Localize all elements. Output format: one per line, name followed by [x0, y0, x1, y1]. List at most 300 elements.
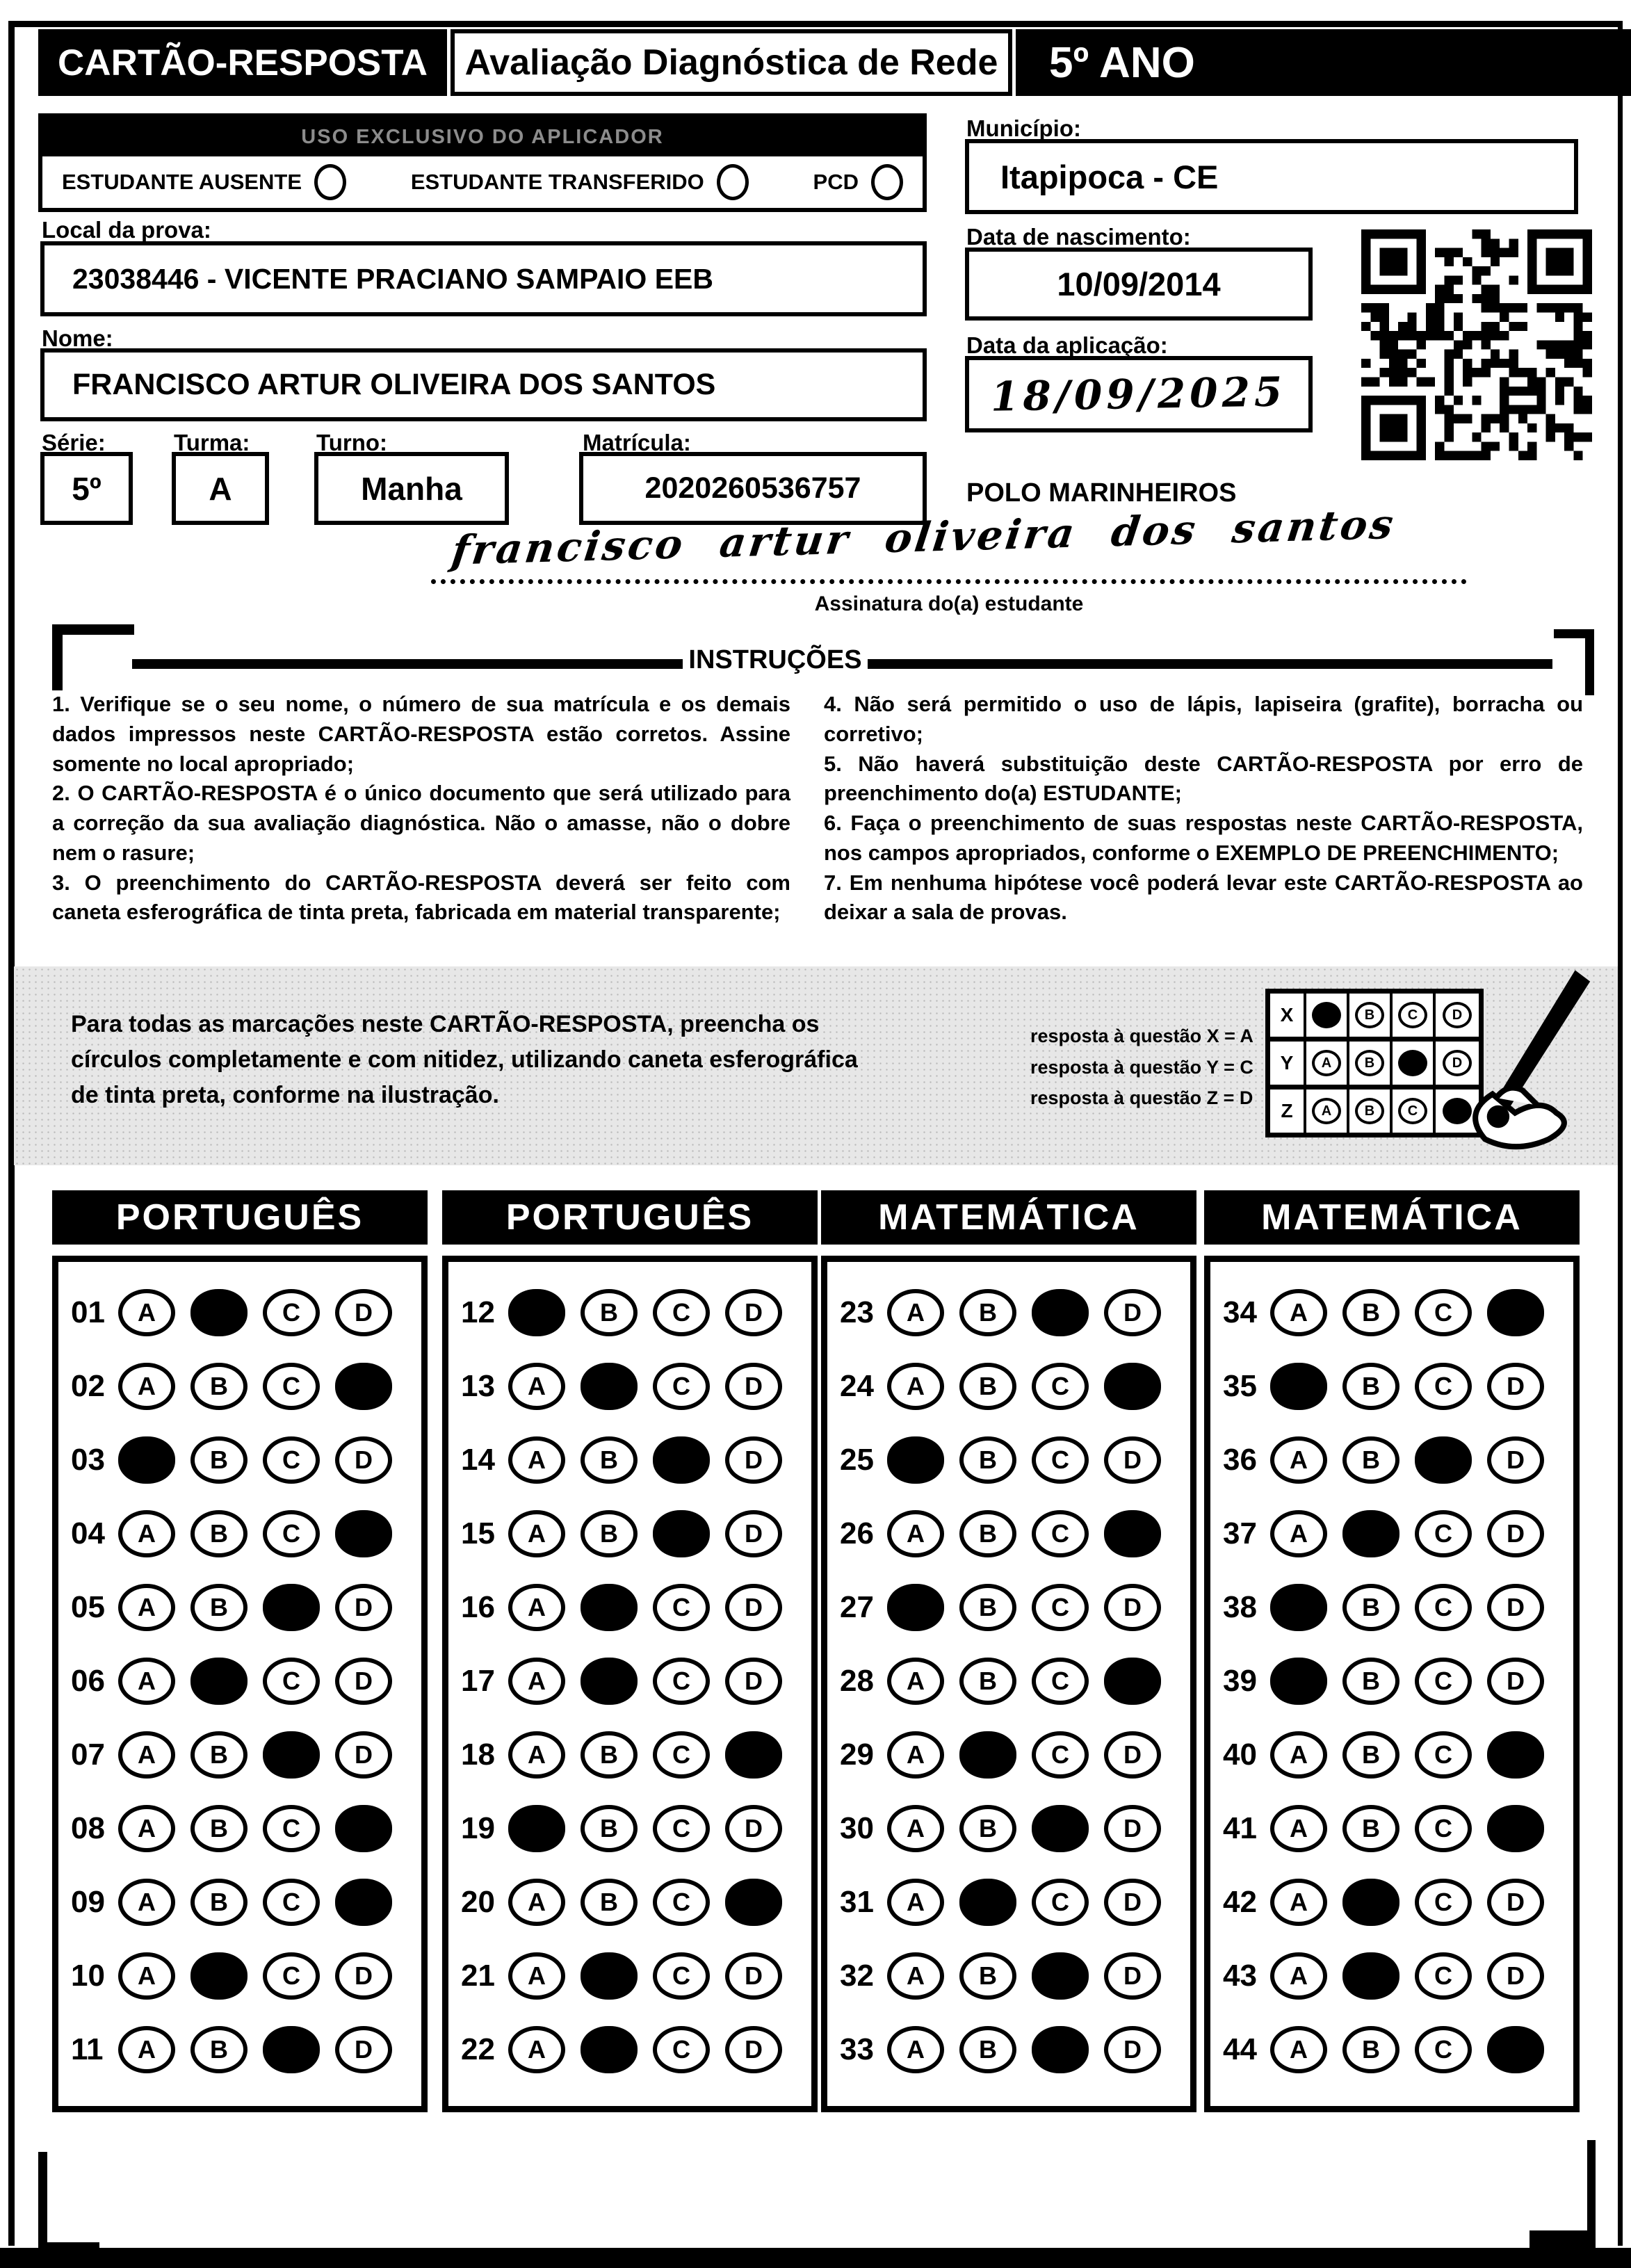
answer-bubble-06-B[interactable]: B: [190, 1658, 248, 1705]
answer-bubble-42-B[interactable]: B: [1342, 1879, 1399, 1926]
answer-bubble-27-C[interactable]: C: [1032, 1584, 1089, 1631]
answer-bubble-05-C[interactable]: C: [263, 1584, 320, 1631]
answer-bubble-16-C[interactable]: C: [653, 1584, 710, 1631]
answer-bubble-17-A[interactable]: A: [508, 1658, 565, 1705]
answer-bubble-25-D[interactable]: D: [1104, 1436, 1161, 1484]
answer-bubble-19-D[interactable]: D: [725, 1805, 782, 1852]
answer-bubble-24-D[interactable]: D: [1104, 1363, 1161, 1410]
answer-bubble-07-D[interactable]: D: [335, 1731, 392, 1779]
answer-bubble-44-C[interactable]: C: [1415, 2026, 1472, 2073]
answer-bubble-24-B[interactable]: B: [959, 1363, 1016, 1410]
option-estudante-ausente: [62, 164, 346, 200]
answer-bubble-14-A[interactable]: A: [508, 1436, 565, 1484]
answer-bubble-41-A[interactable]: A: [1270, 1805, 1327, 1852]
qr-code: [1361, 229, 1592, 460]
grade-label: 5º ANO: [1049, 38, 1195, 87]
serie-label: Série:: [42, 430, 106, 455]
answer-bubble-44-B[interactable]: B: [1342, 2026, 1399, 2073]
answer-bubble-29-C[interactable]: C: [1032, 1731, 1089, 1779]
example-row-label: Z: [1270, 1090, 1306, 1133]
answer-bubble-18-D[interactable]: D: [725, 1731, 782, 1779]
answer-bubble-26-C[interactable]: C: [1032, 1510, 1089, 1557]
answer-bubble-42-A[interactable]: A: [1270, 1879, 1327, 1926]
question-row-38: [1223, 1571, 1573, 1644]
local-label: Local da prova:: [42, 217, 211, 243]
answer-bubble-11-D[interactable]: D: [335, 2026, 392, 2073]
example-cell: [1306, 994, 1349, 1037]
answer-bubble-37-C[interactable]: C: [1415, 1510, 1472, 1557]
example-bubble-Z-B: B: [1355, 1098, 1384, 1124]
question-number: 29: [840, 1738, 874, 1772]
local-value: 23038446 - VICENTE PRACIANO SAMPAIO EEB: [72, 262, 713, 295]
frame-top: [8, 21, 1623, 27]
answer-bubble-18-C[interactable]: C: [653, 1731, 710, 1779]
answer-bubble-21-C[interactable]: C: [653, 1952, 710, 2000]
section-grid: [52, 1256, 428, 2112]
answer-bubble-29-B[interactable]: B: [959, 1731, 1016, 1779]
question-number: 37: [1223, 1516, 1257, 1550]
answer-bubble-06-A[interactable]: A: [118, 1658, 175, 1705]
answers-region: [0, 1190, 1631, 2115]
answer-bubble-32-D[interactable]: D: [1104, 1952, 1161, 2000]
answer-bubble-09-D[interactable]: D: [335, 1879, 392, 1926]
question-number: 09: [71, 1885, 105, 1919]
answer-bubble-27-A[interactable]: A: [887, 1584, 944, 1631]
answer-bubble-16-D[interactable]: D: [725, 1584, 782, 1631]
question-row-17: [461, 1644, 811, 1718]
answer-bubble-10-A[interactable]: A: [118, 1952, 175, 2000]
answer-bubble-27-B[interactable]: B: [959, 1584, 1016, 1631]
answer-bubble-32-C[interactable]: C: [1032, 1952, 1089, 2000]
question-number: 44: [1223, 2032, 1257, 2066]
answer-bubble-08-C[interactable]: C: [263, 1805, 320, 1852]
answer-bubble-04-D[interactable]: D: [335, 1510, 392, 1557]
crop-mark-bottom-right-h: [1529, 2230, 1596, 2255]
answer-bubble-05-A[interactable]: A: [118, 1584, 175, 1631]
question-row-39: [1223, 1644, 1573, 1718]
answer-bubble-01-A[interactable]: A: [118, 1289, 175, 1336]
answer-bubble-02-C[interactable]: C: [263, 1363, 320, 1410]
answer-bubble-24-A[interactable]: A: [887, 1363, 944, 1410]
answer-bubble-12-A[interactable]: A: [508, 1289, 565, 1336]
answer-bubble-23-C[interactable]: C: [1032, 1289, 1089, 1336]
question-row-43: [1223, 1939, 1573, 2013]
question-number: 23: [840, 1295, 874, 1329]
local-value-box: [40, 241, 927, 316]
answer-bubble-18-B[interactable]: B: [581, 1731, 638, 1779]
answer-bubble-43-C[interactable]: C: [1415, 1952, 1472, 2000]
answer-bubble-31-B[interactable]: B: [959, 1879, 1016, 1926]
question-row-26: [840, 1497, 1190, 1571]
answer-bubble-15-D[interactable]: D: [725, 1510, 782, 1557]
answer-bubble-43-A[interactable]: A: [1270, 1952, 1327, 2000]
answer-bubble-20-B[interactable]: B: [581, 1879, 638, 1926]
answer-bubble-39-C[interactable]: C: [1415, 1658, 1472, 1705]
answer-bubble-37-A[interactable]: A: [1270, 1510, 1327, 1557]
answer-bubble-37-B[interactable]: B: [1342, 1510, 1399, 1557]
serie-value-box: [40, 452, 133, 525]
answer-bubble-32-B[interactable]: B: [959, 1952, 1016, 2000]
answer-bubble-10-B[interactable]: B: [190, 1952, 248, 2000]
municipio-value: Itapipoca - CE: [1000, 158, 1219, 195]
answer-bubble-35-D[interactable]: D: [1487, 1363, 1544, 1410]
question-row-32: [840, 1939, 1190, 2013]
answer-bubble-12-C[interactable]: C: [653, 1289, 710, 1336]
answer-bubble-25-B[interactable]: B: [959, 1436, 1016, 1484]
answer-bubble-36-C[interactable]: C: [1415, 1436, 1472, 1484]
answer-bubble-10-D[interactable]: D: [335, 1952, 392, 2000]
answer-bubble-42-C[interactable]: C: [1415, 1879, 1472, 1926]
example-bubble-Y-A: A: [1312, 1050, 1341, 1076]
answer-bubble-38-D[interactable]: D: [1487, 1584, 1544, 1631]
answer-bubble-09-B[interactable]: B: [190, 1879, 248, 1926]
answer-bubble-28-C[interactable]: C: [1032, 1658, 1089, 1705]
example-row-label: Y: [1270, 1042, 1306, 1085]
answer-bubble-18-A[interactable]: A: [508, 1731, 565, 1779]
question-row-14: [461, 1423, 811, 1497]
answer-bubble-43-B[interactable]: B: [1342, 1952, 1399, 2000]
answer-bubble-25-A[interactable]: A: [887, 1436, 944, 1484]
option-label: ESTUDANTE AUSENTE: [62, 170, 302, 194]
answer-bubble-35-B[interactable]: B: [1342, 1363, 1399, 1410]
answer-bubble-16-B[interactable]: B: [581, 1584, 638, 1631]
answer-bubble-44-D[interactable]: D: [1487, 2026, 1544, 2073]
answer-bubble-21-D[interactable]: D: [725, 1952, 782, 2000]
answer-bubble-14-C[interactable]: C: [653, 1436, 710, 1484]
instruction-item: 4. Não será permitido o uso de lápis, lapiseira (grafite), borracha ou corretivo;: [824, 692, 1583, 746]
answer-bubble-17-C[interactable]: C: [653, 1658, 710, 1705]
pcd-circle[interactable]: [871, 164, 903, 200]
answer-bubble-02-A[interactable]: A: [118, 1363, 175, 1410]
instruction-item: 7. Em nenhuma hipótese você poderá levar este CARTÃO-RESPOSTA ao deixar a sala de provas.: [824, 870, 1583, 925]
example-cell: [1349, 1042, 1393, 1085]
answer-bubble-20-D[interactable]: D: [725, 1879, 782, 1926]
answer-bubble-13-D[interactable]: D: [725, 1363, 782, 1410]
question-row-33: [840, 2013, 1190, 2087]
question-row-36: [1223, 1423, 1573, 1497]
answer-bubble-04-A[interactable]: A: [118, 1510, 175, 1557]
answer-bubble-41-C[interactable]: C: [1415, 1805, 1472, 1852]
answer-bubble-28-D[interactable]: D: [1104, 1658, 1161, 1705]
nome-value-box: [40, 348, 927, 421]
answer-bubble-20-A[interactable]: A: [508, 1879, 565, 1926]
answer-bubble-29-A[interactable]: A: [887, 1731, 944, 1779]
answer-bubble-07-B[interactable]: B: [190, 1731, 248, 1779]
answer-section-4: [1204, 1190, 1580, 2112]
answer-bubble-38-A[interactable]: A: [1270, 1584, 1327, 1631]
answer-bubble-03-C[interactable]: C: [263, 1436, 320, 1484]
answer-bubble-41-B[interactable]: B: [1342, 1805, 1399, 1852]
answer-bubble-11-A[interactable]: A: [118, 2026, 175, 2073]
question-number: 42: [1223, 1885, 1257, 1919]
question-number: 11: [71, 2032, 104, 2066]
legend-line-z: resposta à questão Z = D: [1030, 1087, 1253, 1109]
answer-bubble-03-A[interactable]: A: [118, 1436, 175, 1484]
answer-bubble-14-B[interactable]: B: [581, 1436, 638, 1484]
question-row-15: [461, 1497, 811, 1571]
question-number: 19: [461, 1811, 495, 1845]
question-row-28: [840, 1644, 1190, 1718]
answer-bubble-34-A[interactable]: A: [1270, 1289, 1327, 1336]
example-bubble-X-C: C: [1398, 1002, 1427, 1028]
question-number: 06: [71, 1664, 105, 1698]
example-legend: [1030, 1021, 1253, 1114]
estudante-ausente-circle[interactable]: [314, 164, 346, 200]
turno-value: Manha: [361, 470, 462, 507]
answer-bubble-32-A[interactable]: A: [887, 1952, 944, 2000]
answer-bubble-39-D[interactable]: D: [1487, 1658, 1544, 1705]
answer-section-3: [821, 1190, 1196, 2112]
instruction-item: 3. O preenchimento do CARTÃO-RESPOSTA deverá ser feito com caneta esferográfica de tinta preta, fabricada em material transparente;: [52, 870, 790, 925]
matricula-label: Matrícula:: [583, 430, 691, 455]
answer-bubble-19-B[interactable]: B: [581, 1805, 638, 1852]
crop-mark-top-left-h: [52, 624, 134, 635]
polo-label: POLO MARINHEIROS: [966, 478, 1237, 508]
question-row-30: [840, 1792, 1190, 1865]
question-row-22: [461, 2013, 811, 2087]
answer-bubble-14-D[interactable]: D: [725, 1436, 782, 1484]
answer-bubble-07-A[interactable]: A: [118, 1731, 175, 1779]
turno-label: Turno:: [316, 430, 388, 455]
answer-bubble-10-C[interactable]: C: [263, 1952, 320, 2000]
question-row-40: [1223, 1718, 1573, 1792]
answer-bubble-37-D[interactable]: D: [1487, 1510, 1544, 1557]
answer-bubble-39-A[interactable]: A: [1270, 1658, 1327, 1705]
answer-bubble-33-D[interactable]: D: [1104, 2026, 1161, 2073]
answer-bubble-40-B[interactable]: B: [1342, 1731, 1399, 1779]
student-signature-handwriting: francisco artur oliveira dos santos: [448, 500, 1399, 574]
answer-bubble-31-D[interactable]: D: [1104, 1879, 1161, 1926]
answer-section-2: [442, 1190, 818, 2112]
answer-bubble-26-A[interactable]: A: [887, 1510, 944, 1557]
answer-bubble-01-D[interactable]: D: [335, 1289, 392, 1336]
answer-bubble-20-C[interactable]: C: [653, 1879, 710, 1926]
question-number: 38: [1223, 1590, 1257, 1624]
answer-bubble-22-B[interactable]: B: [581, 2026, 638, 2073]
example-bubble-Y-B: B: [1355, 1050, 1384, 1076]
answer-bubble-34-D[interactable]: D: [1487, 1289, 1544, 1336]
answer-bubble-38-C[interactable]: C: [1415, 1584, 1472, 1631]
aplicacao-label: Data da aplicação:: [966, 332, 1168, 358]
answer-bubble-01-B[interactable]: B: [190, 1289, 248, 1336]
answer-bubble-13-A[interactable]: A: [508, 1363, 565, 1410]
municipio-value-box: [965, 139, 1578, 214]
grade-box: [1016, 29, 1631, 96]
question-number: 15: [461, 1516, 495, 1550]
instruction-item: 5. Não haverá substituição deste CARTÃO-RESPOSTA por erro de preenchimento do(a) ESTUDANTE;: [824, 751, 1583, 806]
question-number: 24: [840, 1369, 874, 1403]
answer-bubble-05-B[interactable]: B: [190, 1584, 248, 1631]
answer-bubble-23-A[interactable]: A: [887, 1289, 944, 1336]
answer-bubble-28-A[interactable]: A: [887, 1658, 944, 1705]
answer-bubble-30-D[interactable]: D: [1104, 1805, 1161, 1852]
question-row-04: [71, 1497, 421, 1571]
answer-bubble-24-C[interactable]: C: [1032, 1363, 1089, 1410]
answer-bubble-09-C[interactable]: C: [263, 1879, 320, 1926]
answer-bubble-19-C[interactable]: C: [653, 1805, 710, 1852]
answer-bubble-39-B[interactable]: B: [1342, 1658, 1399, 1705]
answer-bubble-13-C[interactable]: C: [653, 1363, 710, 1410]
section-grid: [1204, 1256, 1580, 2112]
answer-bubble-15-B[interactable]: B: [581, 1510, 638, 1557]
answer-bubble-42-D[interactable]: D: [1487, 1879, 1544, 1926]
question-row-11: [71, 2013, 421, 2087]
question-number: 31: [840, 1885, 874, 1919]
example-bubble-Z-C: C: [1398, 1098, 1427, 1124]
answer-bubble-03-D[interactable]: D: [335, 1436, 392, 1484]
answer-bubble-36-B[interactable]: B: [1342, 1436, 1399, 1484]
question-row-13: [461, 1350, 811, 1423]
answer-bubble-35-A[interactable]: A: [1270, 1363, 1327, 1410]
example-cell: [1349, 994, 1393, 1037]
question-number: 12: [461, 1295, 495, 1329]
exam-title: Avaliação Diagnóstica de Rede: [464, 42, 998, 83]
answer-bubble-06-D[interactable]: D: [335, 1658, 392, 1705]
hand-pen-illustration: [1429, 966, 1616, 1154]
signature-dotted-line: [431, 553, 1467, 584]
section-grid: [442, 1256, 818, 2112]
answer-section-1: [52, 1190, 428, 2112]
answer-bubble-09-A[interactable]: A: [118, 1879, 175, 1926]
answer-bubble-36-A[interactable]: A: [1270, 1436, 1327, 1484]
answer-bubble-12-B[interactable]: B: [581, 1289, 638, 1336]
example-cell: [1349, 1090, 1393, 1133]
answer-bubble-44-A[interactable]: A: [1270, 2026, 1327, 2073]
answer-bubble-31-C[interactable]: C: [1032, 1879, 1089, 1926]
answer-bubble-11-B[interactable]: B: [190, 2026, 248, 2073]
question-number: 40: [1223, 1738, 1257, 1772]
answer-bubble-40-C[interactable]: C: [1415, 1731, 1472, 1779]
question-number: 20: [461, 1885, 495, 1919]
answer-bubble-04-B[interactable]: B: [190, 1510, 248, 1557]
answer-bubble-40-A[interactable]: A: [1270, 1731, 1327, 1779]
answer-bubble-30-C[interactable]: C: [1032, 1805, 1089, 1852]
question-number: 10: [71, 1959, 105, 1993]
answer-bubble-15-C[interactable]: C: [653, 1510, 710, 1557]
answer-bubble-41-D[interactable]: D: [1487, 1805, 1544, 1852]
signature-caption: Assinatura do(a) estudante: [814, 592, 1084, 615]
instruction-item: 6. Faça o preenchimento de suas respostas neste CARTÃO-RESPOSTA, nos campos apropriados, conforme o EXEMPLO DE PREENCHIMENTO;: [824, 811, 1583, 865]
answer-bubble-30-A[interactable]: A: [887, 1805, 944, 1852]
question-number: 03: [71, 1443, 105, 1477]
answer-bubble-36-D[interactable]: D: [1487, 1436, 1544, 1484]
example-bubble-Y-D: D: [1443, 1050, 1472, 1076]
answer-bubble-02-D[interactable]: D: [335, 1363, 392, 1410]
question-number: 13: [461, 1369, 495, 1403]
answer-bubble-27-D[interactable]: D: [1104, 1584, 1161, 1631]
answer-bubble-15-A[interactable]: A: [508, 1510, 565, 1557]
answer-bubble-43-D[interactable]: D: [1487, 1952, 1544, 2000]
answer-bubble-12-D[interactable]: D: [725, 1289, 782, 1336]
answer-bubble-40-D[interactable]: D: [1487, 1731, 1544, 1779]
option-pcd: [813, 164, 903, 200]
answer-bubble-22-D[interactable]: D: [725, 2026, 782, 2073]
answer-bubble-28-B[interactable]: B: [959, 1658, 1016, 1705]
option-label: PCD: [813, 170, 859, 194]
answer-bubble-08-A[interactable]: A: [118, 1805, 175, 1852]
applicator-bar-label: USO EXCLUSIVO DO APLICADOR: [301, 125, 664, 148]
question-row-34: [1223, 1276, 1573, 1350]
answer-bubble-33-A[interactable]: A: [887, 2026, 944, 2073]
answer-bubble-03-B[interactable]: B: [190, 1436, 248, 1484]
answer-bubble-06-C[interactable]: C: [263, 1658, 320, 1705]
answer-bubble-21-A[interactable]: A: [508, 1952, 565, 2000]
question-row-29: [840, 1718, 1190, 1792]
answer-bubble-02-B[interactable]: B: [190, 1363, 248, 1410]
answer-bubble-17-D[interactable]: D: [725, 1658, 782, 1705]
section-grid: [821, 1256, 1196, 2112]
answer-bubble-26-B[interactable]: B: [959, 1510, 1016, 1557]
answer-bubble-31-A[interactable]: A: [887, 1879, 944, 1926]
example-bubble-X-D: D: [1443, 1002, 1472, 1028]
question-row-19: [461, 1792, 811, 1865]
answer-bubble-01-C[interactable]: C: [263, 1289, 320, 1336]
answer-bubble-33-C[interactable]: C: [1032, 2026, 1089, 2073]
legend-line-y: resposta à questão Y = C: [1030, 1056, 1253, 1078]
question-number: 14: [461, 1443, 495, 1477]
question-number: 41: [1223, 1811, 1257, 1845]
answer-bubble-22-C[interactable]: C: [653, 2026, 710, 2073]
question-number: 28: [840, 1664, 874, 1698]
question-row-41: [1223, 1792, 1573, 1865]
answer-bubble-30-B[interactable]: B: [959, 1805, 1016, 1852]
answer-bubble-11-C[interactable]: C: [263, 2026, 320, 2073]
answer-bubble-08-B[interactable]: B: [190, 1805, 248, 1852]
answer-bubble-16-A[interactable]: A: [508, 1584, 565, 1631]
answer-bubble-21-B[interactable]: B: [581, 1952, 638, 2000]
answer-bubble-07-C[interactable]: C: [263, 1731, 320, 1779]
question-row-21: [461, 1939, 811, 2013]
answer-bubble-23-D[interactable]: D: [1104, 1289, 1161, 1336]
answer-bubble-19-A[interactable]: A: [508, 1805, 565, 1852]
answer-bubble-29-D[interactable]: D: [1104, 1731, 1161, 1779]
question-row-10: [71, 1939, 421, 2013]
answer-bubble-38-B[interactable]: B: [1342, 1584, 1399, 1631]
question-number: 18: [461, 1738, 495, 1772]
question-row-20: [461, 1865, 811, 1939]
example-cell: [1306, 1042, 1349, 1085]
instructions-title: INSTRUÇÕES: [688, 645, 862, 674]
question-row-42: [1223, 1865, 1573, 1939]
answer-bubble-08-D[interactable]: D: [335, 1805, 392, 1852]
answer-bubble-26-D[interactable]: D: [1104, 1510, 1161, 1557]
nome-label: Nome:: [42, 325, 113, 351]
question-number: 08: [71, 1811, 105, 1845]
answer-bubble-22-A[interactable]: A: [508, 2026, 565, 2073]
question-row-24: [840, 1350, 1190, 1423]
answer-bubble-04-C[interactable]: C: [263, 1510, 320, 1557]
answer-bubble-23-B[interactable]: B: [959, 1289, 1016, 1336]
question-number: 26: [840, 1516, 874, 1550]
question-row-12: [461, 1276, 811, 1350]
answer-bubble-17-B[interactable]: B: [581, 1658, 638, 1705]
example-bubble-Z-A: A: [1312, 1098, 1341, 1124]
answer-bubble-33-B[interactable]: B: [959, 2026, 1016, 2073]
municipio-label: Município:: [966, 115, 1081, 141]
estudante-transferido-circle[interactable]: [717, 164, 749, 200]
example-row-label: X: [1270, 994, 1306, 1037]
answer-bubble-35-C[interactable]: C: [1415, 1363, 1472, 1410]
applicator-bar: [42, 118, 923, 156]
answer-bubble-05-D[interactable]: D: [335, 1584, 392, 1631]
question-number: 25: [840, 1443, 874, 1477]
card-title-box: [38, 29, 447, 96]
question-number: 34: [1223, 1295, 1257, 1329]
answer-bubble-34-B[interactable]: B: [1342, 1289, 1399, 1336]
answer-bubble-34-C[interactable]: C: [1415, 1289, 1472, 1336]
answer-bubble-25-C[interactable]: C: [1032, 1436, 1089, 1484]
answer-bubble-13-B[interactable]: B: [581, 1363, 638, 1410]
